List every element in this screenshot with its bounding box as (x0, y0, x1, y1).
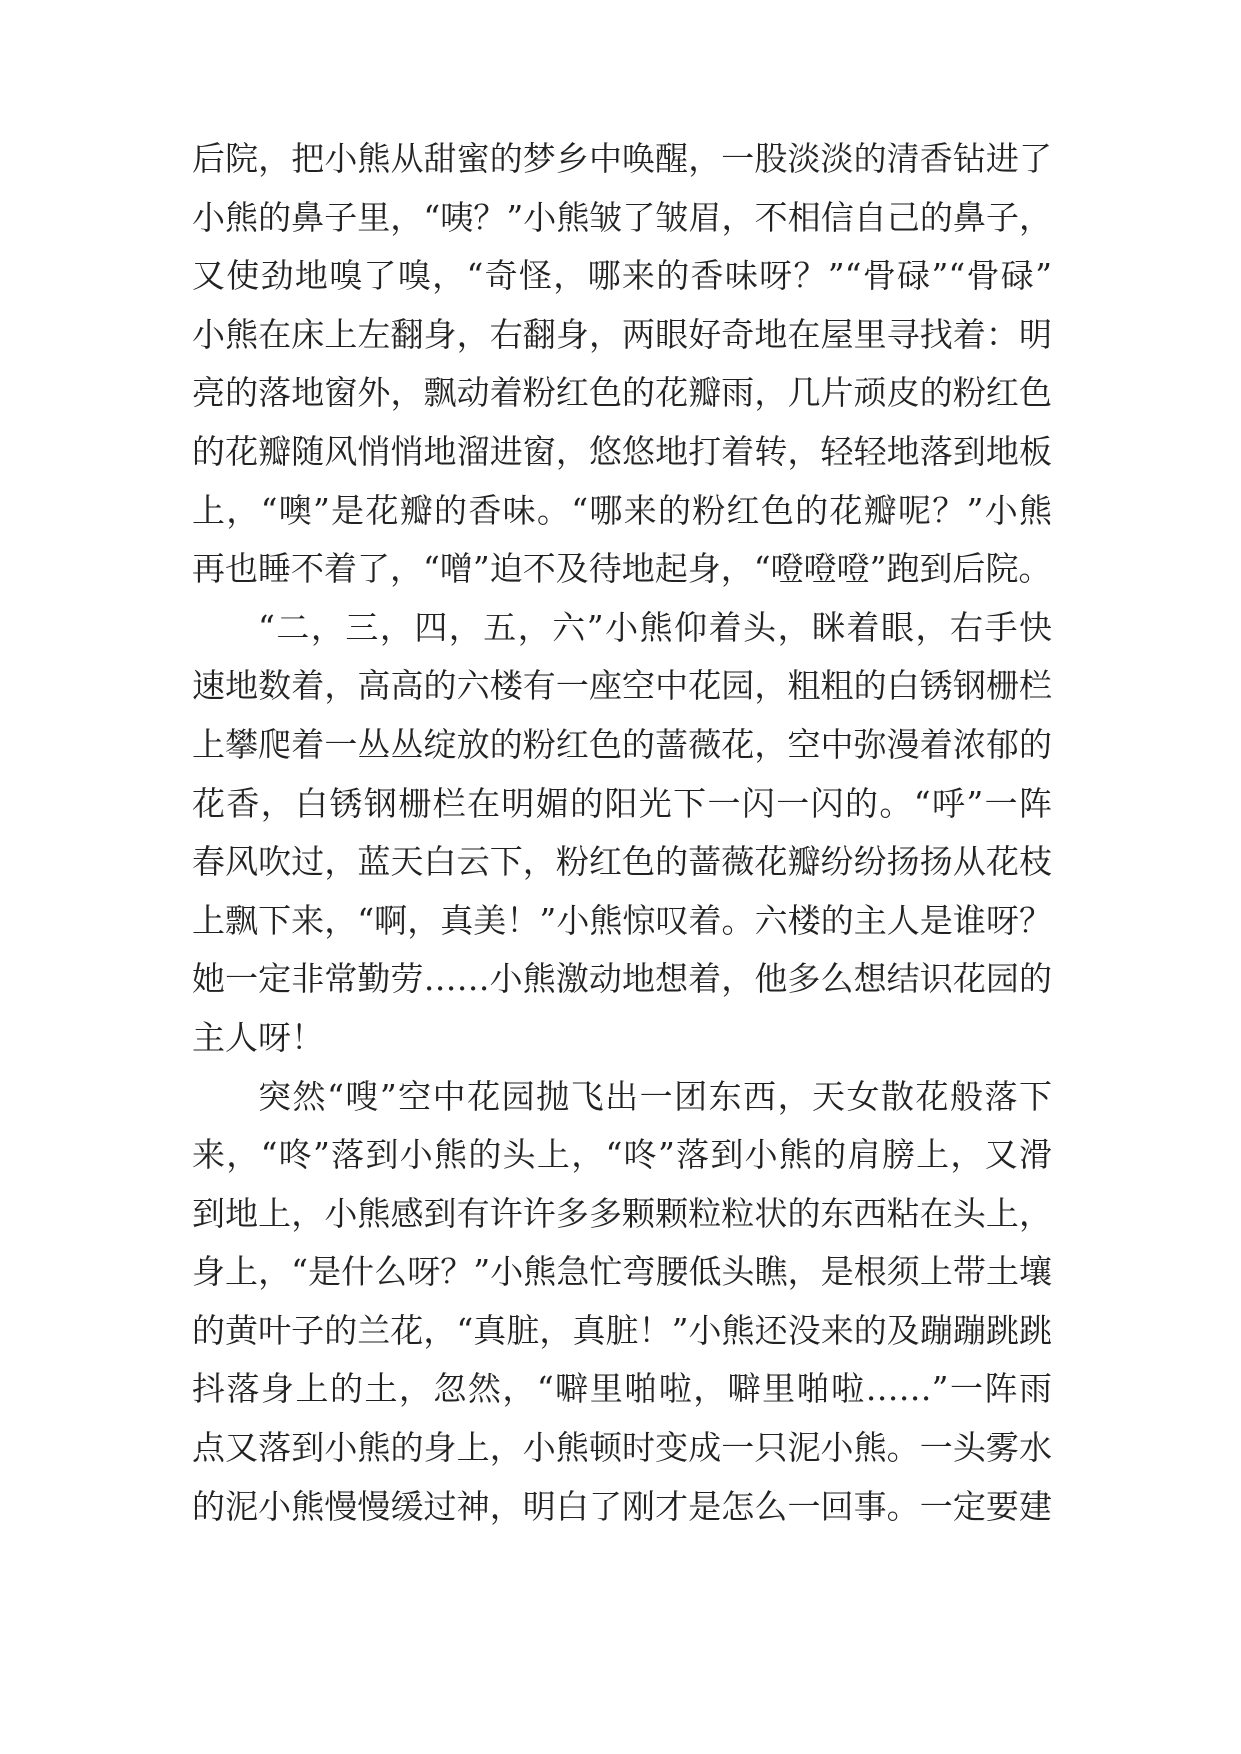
text-line: 到地上，小熊感到有许许多多颗颗粒粒状的东西粘在头上， (192, 1193, 1052, 1233)
text-line: 的泥小熊慢慢缓过神，明白了刚才是怎么一回事。一定要建 (192, 1486, 1052, 1526)
text-line: 上，“噢”是花瓣的香味。“哪来的粉红色的花瓣呢？”小熊 (192, 490, 1052, 530)
text-line: 后院，把小熊从甜蜜的梦乡中唤醒，一股淡淡的清香钻进了 (192, 139, 1052, 178)
text-line: 她一定非常勤劳……小熊激动地想着，他多么想结识花园的 (192, 959, 1052, 999)
paragraph-start-line: 突然“嗖”空中花园抛飞出一团东西，天女散花般落下 (258, 1076, 1052, 1116)
text-line: 上攀爬着一丛丛绽放的粉红色的蔷薇花，空中弥漫着浓郁的 (192, 724, 1052, 764)
text-line: 再也睡不着了，“噌”迫不及待地起身，“噔噔噔”跑到后院。 (192, 549, 1052, 589)
text-line: 春风吹过，蓝天白云下，粉红色的蔷薇花瓣纷纷扬扬从花枝 (192, 842, 1052, 882)
text-line: 点又落到小熊的身上，小熊顿时变成一只泥小熊。一头雾水 (192, 1428, 1052, 1468)
text-line: 又使劲地嗅了嗅，“奇怪，哪来的香味呀？”“骨碌”“骨碌” (192, 256, 1052, 296)
text-line: 亮的落地窗外，飘动着粉红色的花瓣雨，几片顽皮的粉红色 (192, 373, 1052, 413)
text-line: 的黄叶子的兰花，“真脏，真脏！”小熊还没来的及蹦蹦跳跳 (192, 1310, 1052, 1350)
text-line: 来，“咚”落到小熊的头上，“咚”落到小熊的肩膀上，又滑 (192, 1135, 1052, 1175)
text-line: 的花瓣随风悄悄地溜进窗，悠悠地打着转，轻轻地落到地板 (192, 431, 1052, 471)
text-line: 小熊在床上左翻身，右翻身，两眼好奇地在屋里寻找着：明 (192, 314, 1052, 354)
paragraph-start-line: “二，三，四，五，六”小熊仰着头，眯着眼，右手快 (258, 607, 1052, 647)
text-line: 小熊的鼻子里，“咦？”小熊皱了皱眉，不相信自己的鼻子， (192, 197, 1052, 237)
text-line: 主人呀！ (192, 1017, 324, 1057)
text-line: 上飘下来，“啊，真美！”小熊惊叹着。六楼的主人是谁呀？ (192, 900, 1052, 940)
story-text (192, 130, 1052, 1536)
text-line: 花香，白锈钢栅栏在明媚的阳光下一闪一闪的。“呼”一阵 (192, 783, 1052, 823)
text-line: 速地数着，高高的六楼有一座空中花园，粗粗的白锈钢栅栏 (192, 666, 1052, 706)
text-line: 抖落身上的土，忽然，“噼里啪啦，噼里啪啦……”一阵雨 (192, 1369, 1052, 1409)
text-line: 身上，“是什么呀？”小熊急忙弯腰低头瞧，是根须上带土壤 (192, 1252, 1052, 1292)
